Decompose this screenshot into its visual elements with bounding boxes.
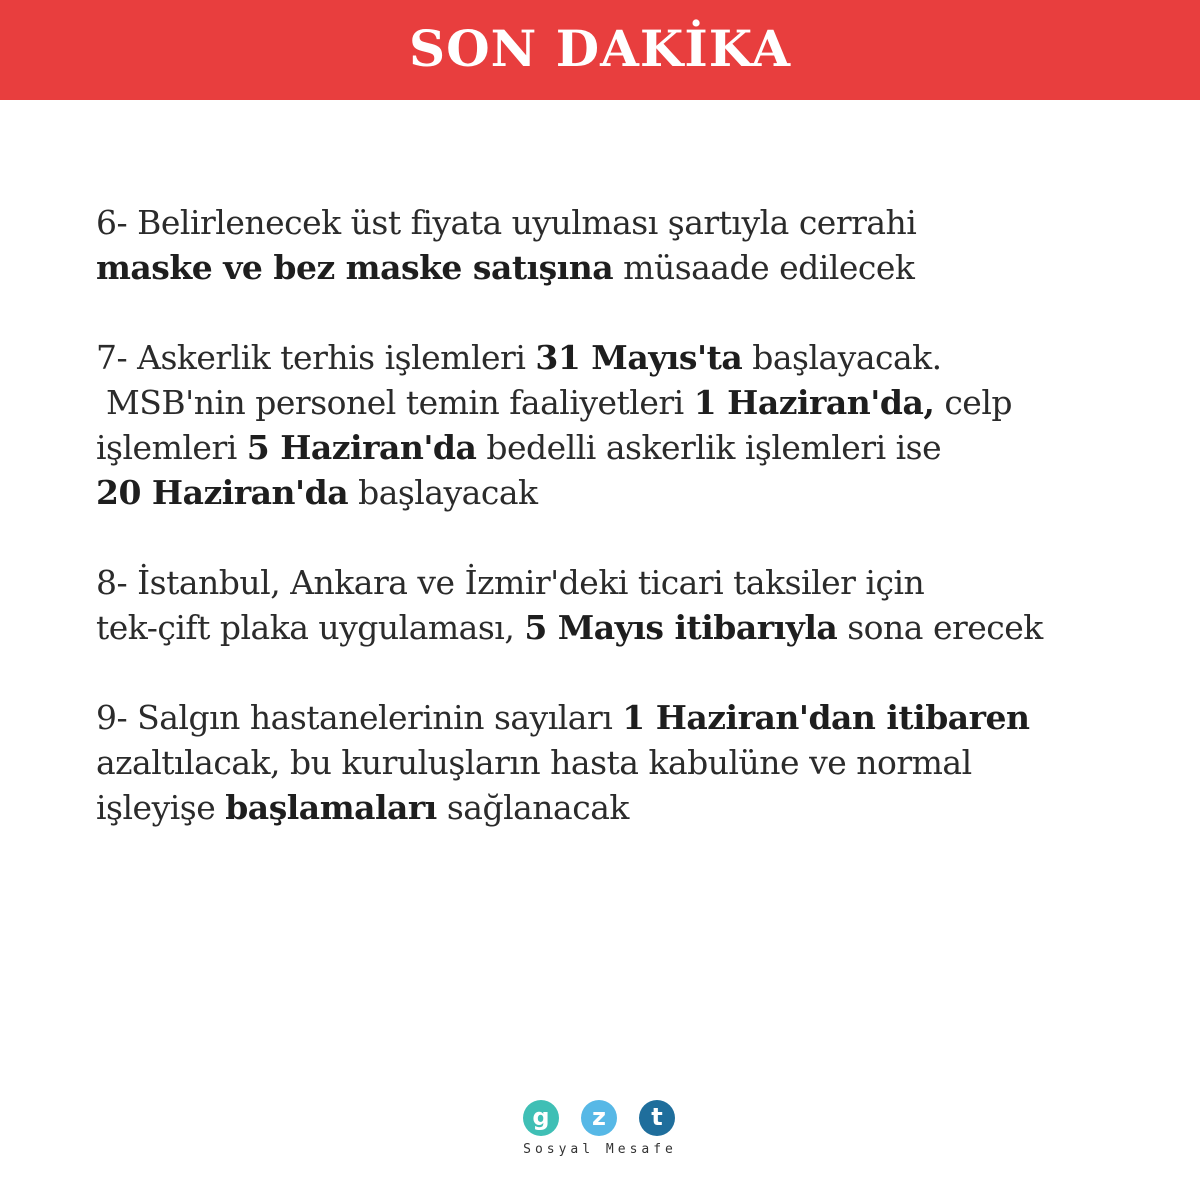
item-text: başlayacak. xyxy=(742,338,942,377)
item-text: 8- İstanbul, Ankara ve İzmir'deki ticari taksiler için xyxy=(96,563,925,602)
item-bold-text: 20 Haziran'da xyxy=(96,473,349,512)
item-text: işlemleri xyxy=(96,428,247,467)
item-bold-text: 31 Mayıs'ta xyxy=(535,338,743,377)
item-text: bedelli askerlik işlemleri ise xyxy=(476,428,942,467)
logo-letter-g: g xyxy=(523,1100,559,1136)
item-bold-text: maske ve bez maske satışına xyxy=(96,248,614,287)
logo-circles xyxy=(523,1100,675,1136)
item-bold-text: 5 Mayıs itibarıyla xyxy=(524,608,838,647)
news-item-7 xyxy=(96,335,1156,515)
logo-subtitle: Sosyal Mesafe xyxy=(523,1142,677,1157)
item-text: işleyişe xyxy=(96,788,226,827)
item-text: 9- Salgın hastanelerinin sayıları xyxy=(96,698,623,737)
item-text: celp xyxy=(934,383,1013,422)
item-text: 7- Askerlik terhis işlemleri xyxy=(96,338,536,377)
logo-letter-z: z xyxy=(581,1100,617,1136)
item-bold-text: 1 Haziran'dan itibaren xyxy=(622,698,1030,737)
news-item-6 xyxy=(96,200,1156,290)
gzt-logo xyxy=(0,1100,1200,1157)
item-text: sona erecek xyxy=(837,608,1043,647)
logo-letter-t: t xyxy=(639,1100,675,1136)
item-text: sağlanacak xyxy=(436,788,629,827)
item-text: azaltılacak, bu kuruluşların hasta kabulüne ve normal xyxy=(96,743,972,782)
item-text: MSB'nin personel temin faaliyetleri xyxy=(96,383,694,422)
item-text: tek-çift plaka uygulaması, xyxy=(96,608,525,647)
item-bold-text: başlamaları xyxy=(225,788,437,827)
header-banner xyxy=(0,0,1200,100)
header-title: SON DAKİKA xyxy=(409,18,791,78)
news-item-9 xyxy=(96,695,1156,830)
item-text: müsaade edilecek xyxy=(613,248,915,287)
item-text: başlayacak xyxy=(348,473,538,512)
news-content xyxy=(96,200,1156,875)
news-item-8 xyxy=(96,560,1156,650)
item-text: 6- Belirlenecek üst fiyata uyulması şartıyla cerrahi xyxy=(96,203,917,242)
item-bold-text: 5 Haziran'da xyxy=(246,428,477,467)
item-bold-text: 1 Haziran'da, xyxy=(693,383,935,422)
